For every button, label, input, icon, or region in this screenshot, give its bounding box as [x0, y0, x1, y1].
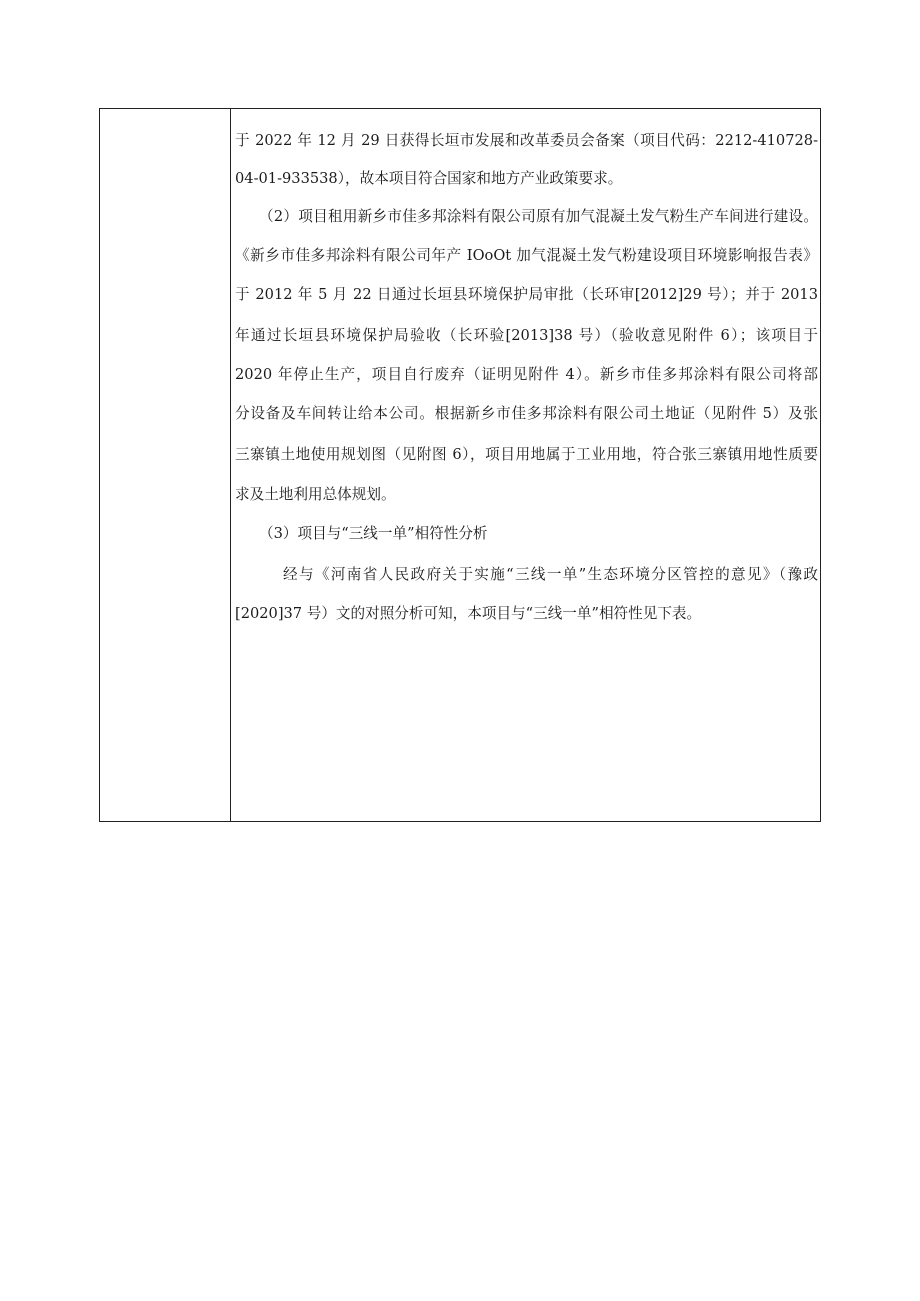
text-line: 年通过长垣县环境保护局验收（长环验[2013]38 号）（验收意见附件 6）；该项目于 — [235, 327, 818, 344]
text-line: 求及土地利用总体规划。 — [235, 486, 396, 503]
text-line: 经与《河南省人民政府关于实施“三线一单”生态环境分区管控的意见》（豫政 — [283, 566, 818, 583]
text-line: 《新乡市佳多邦涂料有限公司年产 IOoOt 加气混凝土发气粉建设项目环境影响报告表》 — [235, 247, 818, 264]
text-line: （2）项目租用新乡市佳多邦涂料有限公司原有加气混凝土发气粉生产车间进行建设。 — [259, 208, 818, 225]
text-line: 三寨镇土地使用规划图（见附图 6），项目用地属于工业用地，符合张三寨镇用地性质要 — [235, 446, 818, 463]
document-table — [99, 108, 821, 822]
text-line: 于 2012 年 5 月 22 日通过长垣县环境保护局审批（长环审[2012]29 号）；并于 2013 — [235, 286, 818, 303]
text-line: （3）项目与“三线一单”相符性分析 — [259, 525, 488, 542]
text-line: [2020]37 号）文的对照分析可知，本项目与“三线一单”相符性见下表。 — [235, 605, 702, 622]
table-left-cell — [100, 109, 231, 821]
text-line: 于 2022 年 12 月 29 日获得长垣市发展和改革委员会备案（项目代码：2212-410728- — [235, 132, 818, 149]
table-content-cell — [231, 109, 820, 821]
text-line: 04-01-933538），故本项目符合国家和地方产业政策要求。 — [235, 170, 623, 187]
text-line: 2020 年停止生产，项目自行废弃（证明见附件 4）。新乡市佳多邦涂料有限公司将部 — [235, 366, 818, 383]
text-line: 分设备及车间转让给本公司。根据新乡市佳多邦涂料有限公司土地证（见附件 5）及张 — [235, 405, 818, 422]
